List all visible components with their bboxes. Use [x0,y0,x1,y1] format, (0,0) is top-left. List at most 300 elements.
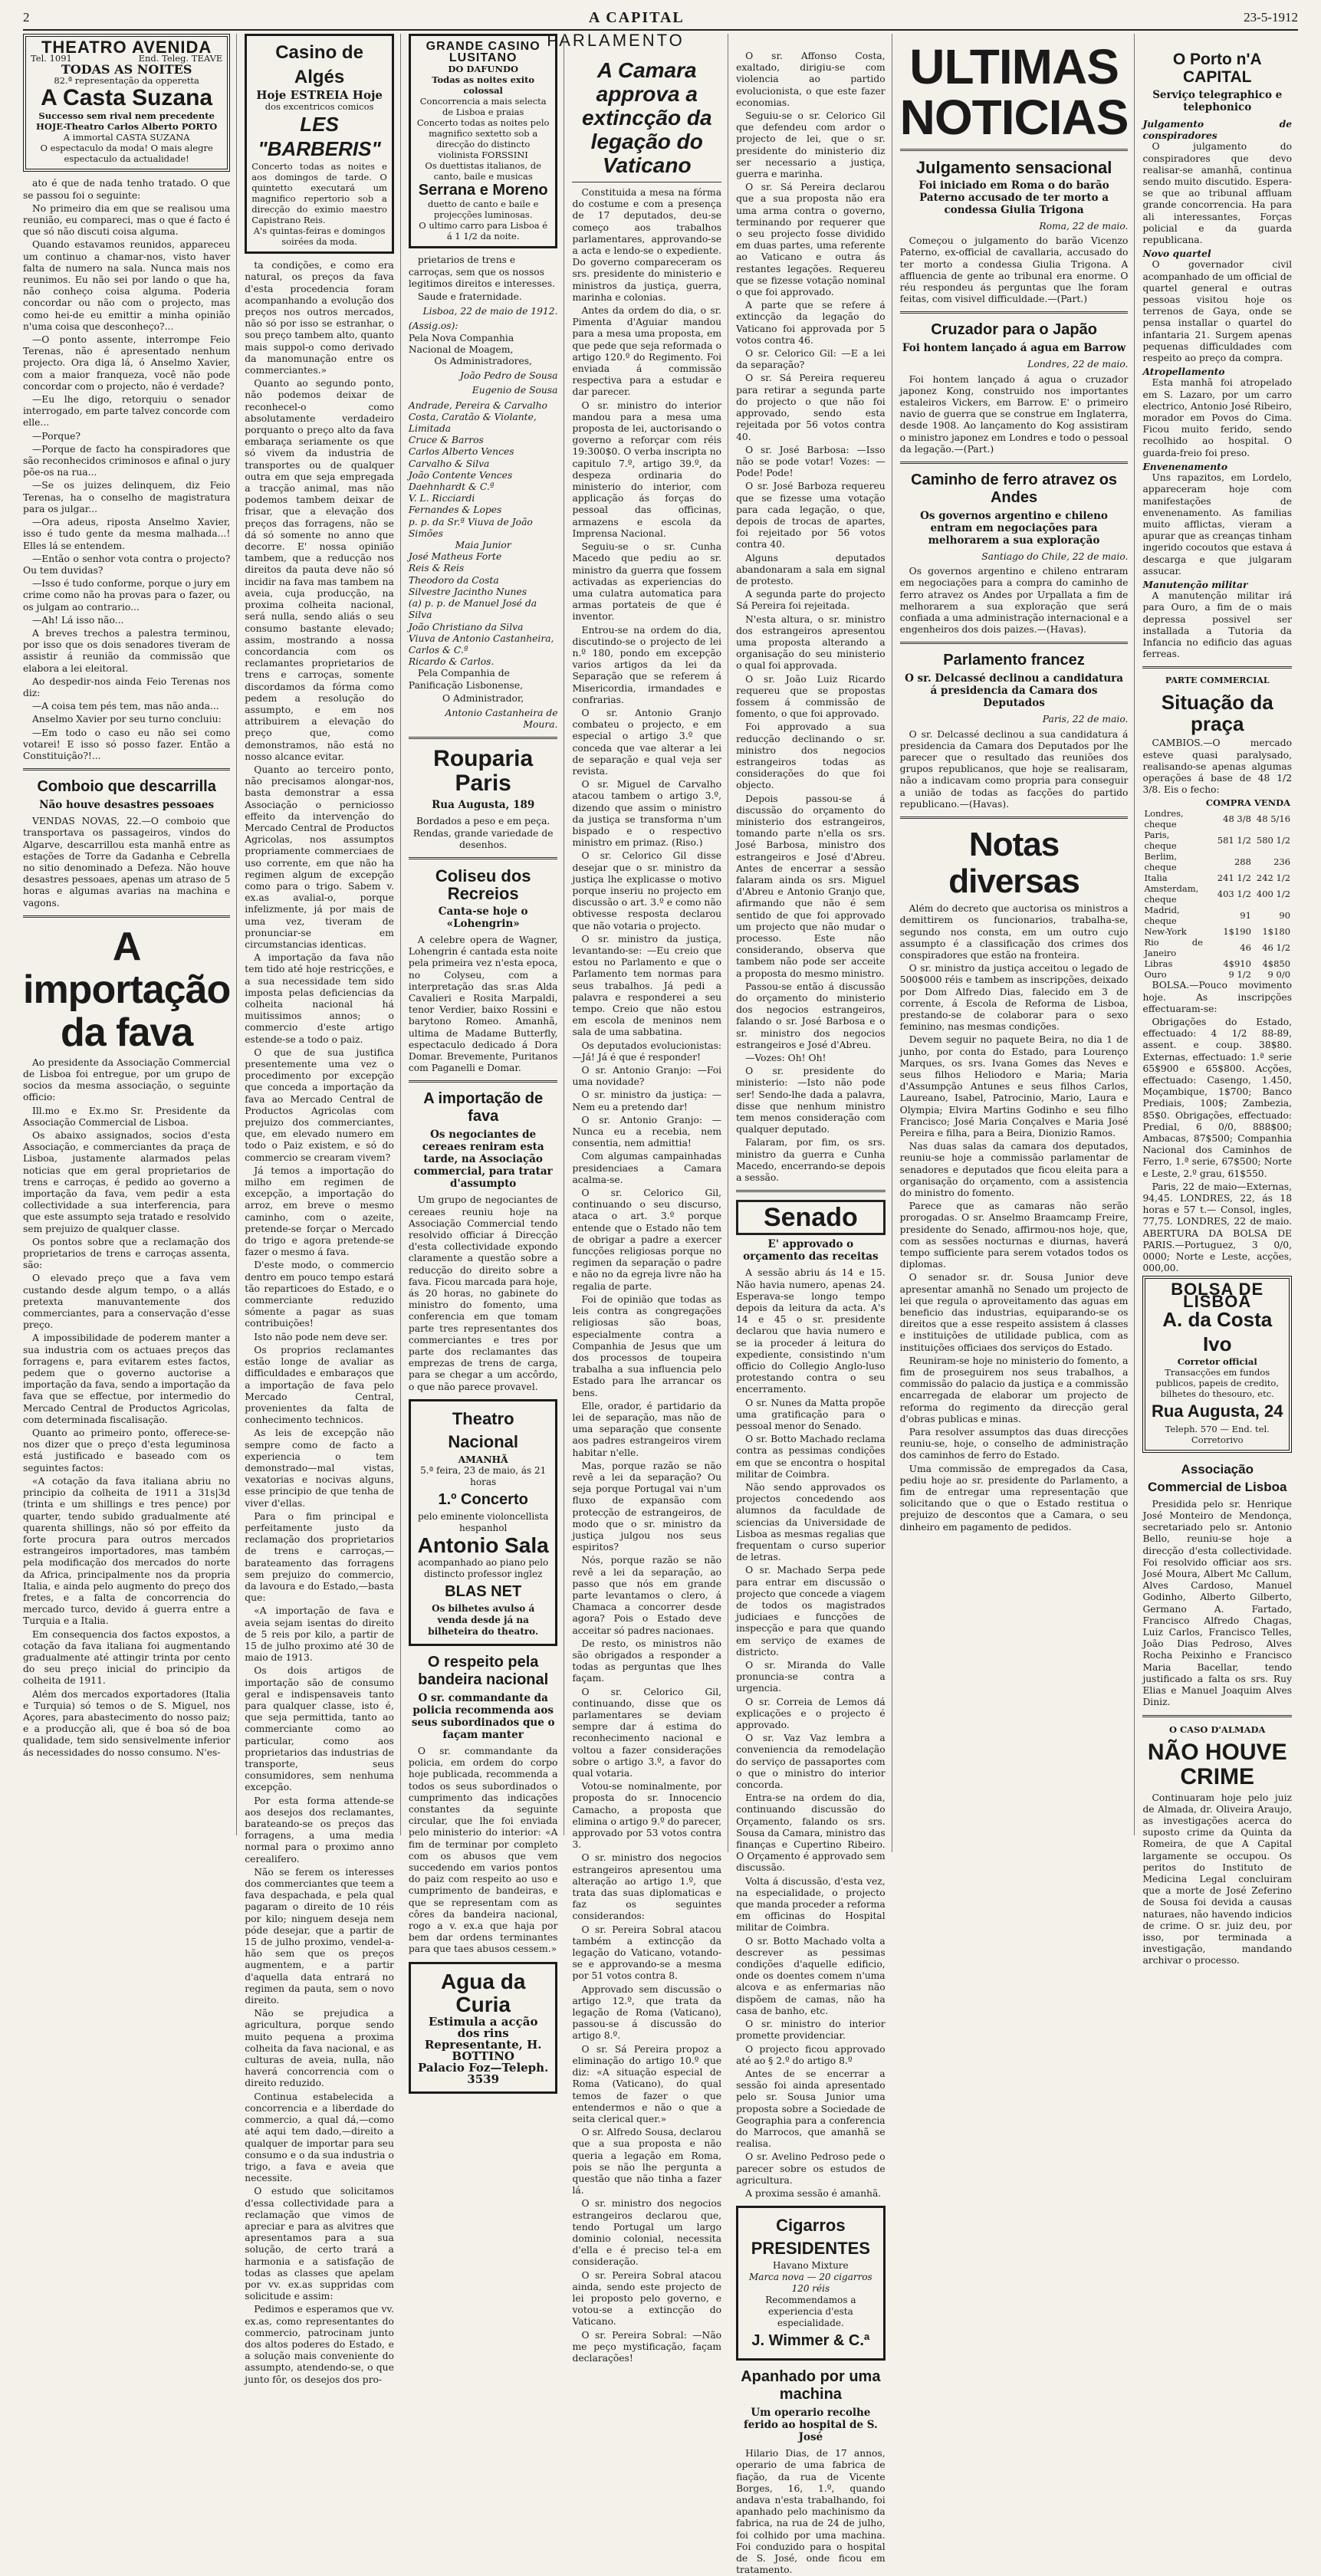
paragraph: Anselmo Xavier por seu turno concluiu: [32,714,222,725]
paragraph: O sr. Avelino Pedroso pede o parecer sobre os estudos de agricultura. [736,2151,886,2186]
headline-nao-houve-crime: NÃO HOUVE CRIME [1147,1739,1287,1789]
cell: 1$190 [1223,926,1251,938]
paragraph: Foi approvado a sua reducção declinando o sr. ministro dos negocios estrangeiros todas as considerações do que foi objecto. [736,721,886,791]
paragraph: O sr. Sá Pereira requereu para retirar a segunda parte do projecto o que não foi approvado, sendo esta rejeitada por 56 votos contra 40. [736,373,886,442]
paragraph: O sr. Antonio Granjo combateu o projecto, e em especial o artigo 3.º que conceda que vae alterar a lei de separação e qual veja ser revista. [572,707,722,777]
paragraph: Entrou-se na ordem do dia, discutindo-se o projecto de lei n.º 180, pondo em excepção varios artigos da lei da Separação que se referem á Misericordia, irmandades e confrarias. [572,624,722,705]
paragraph: —Então o senhor vota contra o projecto? Ou tem duvidas? [23,553,231,576]
signature: Fernandes & Lopes [408,504,502,516]
headline-cruzador: Cruzador para o Japão [931,321,1097,339]
ad-line: 5.ª feira, 23 de maio, ás 21 horas [420,1465,547,1488]
paragraph: Os governos argentino e chileno entraram em negociações para a compra do caminho de ferro atravez os Andes por Urpallata a fim de melhorarem a sua exploração que será confiada a uma administração internacional e a engenheiros dos dois paizes.—(Havas). [899,566,1129,636]
article-body [900,903,1129,1533]
paragraph: O sr. ministro da justiça acceitou o legado de 500$000 réis e tambem as inscripções, deixado por Dom Alfredo Dias, falecido em 3 de corrente, á Escola de Reforma de Lisboa, prestando-se de colaborar para o sexo feminino, nas mesmas condições. [899,963,1129,1033]
headline-apanhado: Apanhado por uma machina [741,2368,881,2404]
paragraph: Um grupo de negociantes de cereaes reuniu hoje na Associação Commercial tendo resolvido officiar á Direcção d'esta collectividade expondo claramente a questão sobre a reducção do direito sobre a fava. Ficou marcada para hoje, ás 20 horas, no gabinete do ministro do fomento, uma conferencia em que tomam parte tres representantes dos commerciantes e tres por parte dos reclamantes das emprezas de trens de carga, para se chegar a um accôrdo, o que não parece provavel. [408,1194,558,1392]
newspaper-page [23,34,1298,2576]
ad-line: Corretor official [1177,1355,1257,1367]
paragraph: O sr. Celorico Gil: —E a lei da separação? [736,348,886,371]
ad-title: BOLSA DE LISBOA [1171,1280,1264,1311]
ad-name: A. da Costa Ivo [1162,1307,1273,1355]
paragraph: O sr. ministro da justiça: —Nem eu a pretendo dar! [572,1089,722,1112]
paragraph: Depois passou-se á discussão do orçamento do ministerio dos estrangeiros, tomando parte n'ella os srs. José Barbosa, ministro dos estrangeiros e José d'Abreu. Antes de encerrar a sessão falaram ainda os srs. Miguel d'Abreu e Antonio Granjo que, afirmando que não é sem sentido de que foi approvado um projecto que não mudar o processo. Este não considerando, observa que tambem não pode ser acceite a proposta do mesmo ministro. [736,793,886,979]
headline-importacao-fava: A importação da fava [23,924,231,1055]
paragraph: Seguiu-se o sr. Cunha Macedo que pediu ao sr. ministro da guerra que fossem activadas as experiencias do uma culatra automatica para armas portateis de que é inventor. [572,541,722,623]
cell: Amsterdam, cheque [1144,883,1199,905]
paragraph: Alguns deputados abandonaram a sala em signal de protesto. [736,552,886,586]
paragraph: O sr. Correia de Lemos dá explicações e o projecto é approvado. [736,1696,886,1731]
paragraph: Ill.mo e Ex.mo Sr. Presidente da Associação Commercial de Lisboa. [23,1105,231,1128]
ad-title: Agua da Curia [440,1969,526,2016]
page-number: 2 [23,10,30,25]
cell: 403 1/2 [1217,889,1251,900]
paragraph: «A cotação da fava italiana abriu no principio da colheita de 1911 a 31s|3d (trinta e um shillings e tres pence) por quarter, tendo subido gradualmente até quarenta shillings, não só por effeito da forte procura para outros mercados estrangeiros importadores, mas também pela modificação dos mercados do norte da Africa, principalmente nos da propria Italia, e ainda pelo augmento do preço dos fretes, e a falta de concorrencia do mercado turco, devido á guerra entre a Turquia e a Italia. [23,1475,231,1627]
signature: Pela Nova Companhia Nacional de Moagem, [408,332,514,355]
paragraph: O sr. Vaz Vaz lembra a conveniencia da remodelação do serviço de passaportes com o que o ministro do interior concorda. [736,1733,886,1791]
article-body [23,1057,230,1759]
paragraph: Os dois artigos de importação são de consumo geral e indispensaveis tanto para qualquer classe, isto é, que seja permittida, tanto ao commerciante como ao particular, como aos proprietarios das industrias de transporte, seus consumidores, sem nenhuma excepção. [245,1665,394,1793]
column-6 [900,34,1135,1835]
paragraph: O sr. commandante da policia, em ordem do corpo hoje publicada, recommenda a todos os seus subordinados o cumprimento das indicações constantes da seguinte circular, que lhe foi enviada pelo ministerio do interior: «A fim de terminar por completo com os abusos que vem succedendo em varios pontos do paiz com respeito ao uso e cumprimento de bandeiras, e que se representam com as côres da bandeira nacional, rogo a v. ex.a que haja por bem dar ordens terminantes para que taes abusos cessem.» [408,1746,558,1955]
headline-porto: O Porto n'A CAPITAL [1172,51,1262,86]
paragraph: —Em todo o caso eu não sei como votarei! E isso só posso fazer. Então a Constituição?!... [23,727,231,761]
cell: Berlim, cheque [1144,851,1178,873]
ad-line: Todas as noites exito colossal [432,74,535,97]
cell: Rio de Janeiro [1144,937,1203,959]
dateline: Londres, 22 de maio. [1027,359,1129,370]
paragraph: Reuniram-se hoje no ministerio do fomento, a fim de proseguirem nos seus trabalhos, a commissão do palacio da justiça e a commissão encarregada de elaborar um projecto de reforma do regimento da direcção geral d'obras publicas e minas. [899,1355,1129,1424]
ad-line: pelo eminente violoncellista hespanhol [417,1511,549,1534]
ad-line: Estimula a acção dos rins [428,2014,538,2040]
column-5 [736,34,892,2576]
headline-fava: A importação de fava [423,1090,544,1125]
column-1 [23,34,237,1835]
paragraph: Elle, orador, é partidario da lei de separação, mas não de uma separação que consente aos padres estrangeiros virem habitar n'elle. [572,1400,722,1458]
ad-title: THEATRO AVENIDA [41,38,212,57]
table-row [1142,872,1292,883]
paragraph: Quanto ao segundo ponto, não podemos deixar de reconhecel-o como absolutamente verdadeiro porquanto o preço alto da fava embaraça seriamente os que só vivem da industria de transportes ou de qualquer outra em que seja empregada a tracção animal, mas não podemos tambem deixar de frisar, que a elevação dos preços das forragens, não se dá só somente no anno que decorre. E' nossa opinião tambem, que a reducção nos direitos da pauta deve não só incidir na fava mas tambem na aveia, cuja producção, na proxima colheita nacional, será nulla, sendo aliás o seu consumo bastante elevado; assim, mostrando a nossa concordancia com os reclamantes proprietarios de trens e carroças, somente discordamos da fórma como pedem a resolução do assumpto, e em nos attribuirem a elevação do preço que, como demonstramos, não está no nosso alcance evitar. [245,378,394,762]
dateline: Paris, 22 de maio. [1042,714,1129,725]
paragraph: —Ora adeus, riposta Anselmo Xavier, isso é tudo gente da mesma malhada...! Elles lá se entendem. [23,517,231,551]
paragraph: Além dos mercados exportadores (Italia e Turquia) só temos o de S. Miguel, nos Açores, para abastecimento do nosso paiz; e a producção ali, que é boa só de boa qualidade, tem sido sensivelmente inferior ás necessidades do nosso consumo. N'es- [23,1688,231,1758]
subheadline: E' approvado o orçamento das receitas [743,1238,879,1263]
paragraph: Entra-se na ordem do dia, continuando discussão do Orçamento, falando os srs. Sousa da Camara, ministro das finanças e Cupertino Ribeiro. O Orçamento é approvado sem discussão. [736,1792,886,1874]
cell: 4$910 [1223,958,1251,970]
cell: 242 1/2 [1256,872,1291,884]
column-7 [1142,34,1298,1967]
paragraph: O sr. José Barboza requereu que se fizesse uma votação para cada legação, o que, depois de trocas de apartes, foi rejeitado por 56 votos contra 40. [736,481,886,550]
headline-vaticano: A Camara approva a extincção da legação do Vaticano [581,58,712,177]
signature: O Administrador, [442,692,524,704]
paragraph: Os pontos sobre que a reclamação dos proprietarios de trens e carroças assenta, são: [23,1236,231,1271]
ad-show-name: LES "BARBERIS" [258,113,381,161]
paragraph: O sr. Antonio Granjo: —Foi uma novidade? [572,1065,722,1088]
paragraph: Para o fim principal e perfeitamente justo da reclamação dos proprietarios de trens e carroças,—barateamento das forragens sem prejuizo do commercio, da lavoura e do Estado,—basta que: [245,1510,394,1604]
ad-agua-curia [409,1962,558,2094]
paragraph: —A coisa tem pés tem, mas não anda... [32,701,219,712]
signature: Theodoro da Costa [408,574,499,586]
ad-theatro-nacional [409,1399,558,1646]
paragraph: Para resolver assumptos das duas direcções reuniu-se, hoje, o conselho de administração dos caminhos de ferro do Estado. [899,1427,1129,1461]
paragraph: O sr. Sá Pereira declarou que a sua proposta não era uma arma contra o governo, terminando por requerer que o seu projecto fosse dividido em duas partes, uma referente ao Vaticano e outra ás restantes legações. Requereu que se fizesse votação nominal o que foi approvado. [736,182,886,298]
paragraph: Não se prejudica a agricultura, porque sendo muito pequena a proxima colheita da fava nacional, e as culturas de aveia, nulla, não haverá concorrencia com o direito reduzido. [245,2008,394,2089]
paragraph: Não se ferem os interesses dos commerciantes que teem a fava despachada, e pela qual pagaram o direito de 10 réis por kilo; ninguem deseja nem póde desejar, que a partir de 15 de julho proximo, vendel-a-hão sem que os preços augmentem, e a partir d'aquella data entrará no regimen da pauta, sem o novo direito. [245,1866,394,2006]
paragraph: Presidida pelo sr. Henrique José Monteiro de Mendonça, secretariado pelo sr. Antonio Bello, reuniu-se hoje a direcção d'esta collectividade. Foi resolvido officiar aos srs. José Moura, Albert Mc Callum, Alves Cardoso, Manuel Godinho, Alberto Gilberto, Germano A. Fartado, Francisco Alfredo Chagas, Luiz Carlos, Francisco Telles, João Dias Pedroso, Alves Rocha Peixinho e Francisco Maria Bacellar, tendo justificado a falta os srs. Ruy Elias e Manuel Joaquim Alves Diniz. [1142,1498,1293,1708]
ad-line: Concerto todas as noites pelo magnifico sextetto sob a direcção do distincto violinista FORSSINI [416,117,550,161]
signature: Cruce & Barros [408,435,484,446]
header-cell: COMPRA [1205,797,1251,809]
table-row [1142,851,1292,872]
paragraph: O sr. ministro da justiça, levantando-se: —Eu creio que estou no Parlamento e que o Parlamento tem normas para seus trabalhos. Já pedi a palavra e responderei a seu tempo. Creio que não estou em escola de meninos nem sala de uma sabbatina. [572,933,722,1038]
column-4 [572,34,728,2364]
paragraph: O sr. Celorico Gil disse desejar que o sr. ministro da justiça lhe explicasse o motivo porque inseriu no projecto em discussão o art. 3.º e como não obtivesse resposta declarou que não votaria o projecto. [572,850,722,932]
paragraph: O projecto ficou approvado até ao § 2.º do artigo 8.º [736,2043,886,2066]
paragraph: Antes de se encerrar a sessão foi ainda apresentado pelo sr. Sousa Junior uma proposta sobre a Sociedade de Geographia para a conferencia do Marrocos, que amanhã se realisa. [736,2068,886,2150]
cell: 241 1/2 [1217,872,1251,884]
porto-item [1142,366,1292,459]
paragraph: —Se os juizes delinquem, diz Feio Terenas, ha o conselho de magistratura para os julgar... [23,480,231,514]
table-row [1142,905,1292,926]
signature: (Assig.os): [408,320,458,332]
subheadline: O sr. commandante da policia recommenda aos seus subordinados que o façam manter [411,1692,555,1742]
headline-bandeira: O respeito pela bandeira nacional [418,1654,549,1689]
headline-andes: Caminho de ferro atravez os Andes [911,472,1118,507]
ad-line: Concorrencia a mais selecta de Lisboa e praias [419,96,547,118]
issue-date: 23-5-1912 [1244,10,1298,25]
ad-show-name: A Casta Suzana [41,85,213,111]
paragraph: O sr. Celorico Gil, continuando o seu discurso, ataca o art. 3.º porque entende que o Estado não tem de obrigar a padre a exercer funcções religiosas porque no regimen da separação o padre e não no da egreja livre não ha regalia de parte. [572,1188,722,1292]
ad-casino-alges [245,34,394,254]
ad-line: Os duettistas italianos, de canto, baile e musicas [425,160,541,182]
paragraph: Não sendo approvados os projectos concedendo aos alumnos da faculdade de sciencias da Universidade de Lisboa as mesmas regalias que frequentam o curso superior de letras. [736,1481,886,1563]
ad-line: AMANHÃ [458,1453,508,1465]
paragraph: O governador civil acompanhado de um official de quartel general e outras pessoas visitou hoje os terrenos de Gaya, onde se pensa installar o quartel do infantaria 21. Surgem apenas pequenas difficuldades com respeito ao preço da compra. [1142,259,1293,364]
paragraph: Os deputados evolucionistas: —Já! Já é que é responder! [572,1040,722,1063]
paragraph: Continua estabelecida a concorrencia e a liberdade do commercio, a qual dá,—como até aqui tem dado,—direito a qualquer de importar para seu consumo e o da sua industria o trigo, a fava e aveia que necessite. [245,2091,394,2184]
paragraph: Passou-se então á discussão do orçamento do ministerio dos negocios estrangeiros, falando o sr. José Barbosa e o sr. ministro dos negocios estrangeiros e José d'Abreu. [736,981,886,1050]
paragraph: CAMBIOS.—O mercado esteve quasi paralysado, realisando-se apenas algumas operações á base de 48 1/2 3/8. Eis o fecho: [1142,738,1293,796]
paragraph: VENDAS NOVAS, 22.—O comboio que transportava os passageiros, vindos do Algarve, descarrillou esta manhã entre as estações de Torre da Gadanha e Cebrella no sitio denominado a Defeza. Não houve desastres pessoaes, apenas um atraso de 5 horas e algumas avarias na machina e vagons. [23,816,231,909]
paragraph: Em consequencia dos factos expostos, a cotação da fava italiana foi augmentando gradualmente até attingir trinta por cento do seu preço inicial do principio da colheita de 1911. [23,1628,231,1687]
headline-notas-diversas: Notas diversas [948,826,1079,901]
item-heading: Julgamento de conspiradores [1142,118,1293,142]
paragraph: O sr. ministro do interior mandou para a mesa uma proposta de lei, auctorisando o governo a reforçar com réis 19:300$0. O verba inscripta no capitulo 7.º, artigo 39.º, da despeza ordinaria do ministerio do interior, com applicação ás forças do pessoal das officinas, armazens e escola da Imprensa Nacional. [572,399,722,539]
exchange-table [1142,797,1292,980]
paragraph: Quando estavamos reunidos, appareceu um continuo a chamar-nos, visto haver falta de numero na sala. Nunca mais nos reunimos. Eu não sei por lando o que ha, não conheço coisa alguma. Poderia concordar ou não com o projecto, mas como hei-de eu emittir a minha opinião n'uma coisa que desconheço?... [23,239,231,332]
ad-title: Cigarros PRESIDENTES [751,2216,870,2259]
ad-line: Recommendamos a experiencia d'esta especialidade. [765,2295,856,2329]
porto-item [1142,461,1292,577]
paragraph: Volta á discussão, d'esta vez, na especialidade, o projecto que manda proceder a reforma em officinas do Hospital militar de Coimbra. [736,1875,886,1934]
article-body [572,187,721,2364]
cell: Libras [1144,958,1173,970]
paragraph: O estudo que solicitamos d'essa collectividade para a reclamação que vimos de apreciar e para as alvitres que apresentamos para a sua solução, de certo trará a harmonia e a satisfação de todas as classes que apelam por vv. ex.as suppridas com solicitude e assim: [245,2186,394,2302]
paragraph: O sr. Alfredo Sousa, declarou que a sua proposta e não queria a legação em Roma, pois se não lhe pergunta a questão que não tinha a fazer lá. [572,2127,722,2196]
ad-title: GRANDE CASINO LUSITANO [426,40,541,65]
paragraph: O sr. Nunes da Matta propõe uma gratificação para o pessoal menor do Senado. [736,1397,886,1431]
item-heading: Manutenção militar [1142,578,1248,590]
ad-theatro-avenida [23,34,230,172]
cell: Londres, cheque [1144,808,1184,830]
paragraph: —Isso é tudo conforme, porque o jury em crime como não ha provas para o fazer, ou os julgam ao contrario... [23,578,231,613]
paragraph: Pedimos e esperamos que vv. ex.as, como representantes do commercio, patrocinam junto dos altos poderes do Estado, e a solução mais conveniente do assumpto, atendendo-se, o que junto fôr, os desejos dos pro- [245,2304,394,2385]
ad-line: Successo sem rival nem precedente [38,110,215,122]
headline-senado: Senado [736,1200,886,1235]
headline-coliseu: Coliseu dos Recreios [435,866,531,903]
subheadline: Um operario recolhe ferido ao hospital de S. José [743,2407,878,2444]
paragraph: D'este modo, o commercio dentro em pouco tempo estará tão reparticoes do Estado, e o commerciante reduzido sómente a pagar as suas contribuições! [245,1260,394,1329]
paragraph: Obrigações do Estado, effectuado: 4 1/2 88-89, assent. e coup. 38$80. Externas, effectuado: 1.ª serie 65$900 e 65$800. Acções, effectuado: Casengo, 1.450, Moçambique, 1$700; Banco Prediais, 100$; Zambezia, 85$0. Obrigações, effectuado: Predial, 6 0/0, 888$00; Ambacas, 87$500; Companhia Nacional dos Caminhos de Ferro, 1.ª serie, 67$500; Norte e Leste, 2.º grau, 61$550. [1142,1016,1293,1179]
item-heading: Atropellamento [1142,366,1225,378]
paragraph: A impossibilidade de poderem manter a sua industria com os actuaes preços das forragens e, para evitarem estes factos, pedem que o governo auctorise a importação da fava, sendo a importação da fava que se effectue, por intermedio do Mercado Central de Productos Agricolas, com determinada fiscalisação. [23,1332,231,1425]
paragraph: O senador sr. dr. Sousa Junior deve apresentar amanhã no Senado um projecto de lei que regula o aproveitamento das aguas em beneficio das industrias, equiparando-se os direitos que a esse respeito assistem á classes e instituições de utilidade publica, com as instituições officiaes dos serviços do Estado. [899,1272,1129,1353]
ad-line: A's quintas-feiras e domingos soirées da moda. [253,225,386,248]
signature: Antonio Castanheira de Moura. [445,707,558,731]
table-header [1142,797,1292,808]
signature: Eugenio de Sousa [472,385,558,396]
paragraph: —Ah! Lá isso não... [32,614,124,626]
ad-line: 82.ª representação da opperetta [54,75,199,87]
paragraph: —Vozes: Oh! Oh! [745,1053,826,1064]
paragraph: Approvado sem discussão o artigo 12.º, que trata da legação de Roma (Vaticano), passou-se á discussão do artigo 8.º. [572,1983,722,2042]
cell: 400 1/2 [1256,889,1291,900]
ad-line: Bordados a peso e em peça. Rendas, grande variedade de desenhos. [412,816,554,850]
table-row [1142,830,1292,851]
ad-line: Havano Mixture [773,2260,849,2272]
ad-line: A immortal CASTA SUZANA [63,132,190,143]
header-cell: VENDA [1254,797,1291,809]
headline-ultimas-noticias: ULTIMAS NOTICIAS [899,39,1129,145]
paragraph: No primeiro dia em que se realisou uma reunião, eu compareci, mas o que é facto é que só não discuti coisa alguma. [23,202,231,238]
paragraph: Quanto ao primeiro ponto, offerece-se-nos dizer que o preço d'esta leguminosa está justificado e baseado com os seguintes factos: [23,1428,231,1474]
ad-title: Casino de Algés [275,42,363,87]
cell: 1$180 [1262,926,1291,938]
signature: Andrade, Pereira & Carvalho [408,399,547,411]
signature: Costa, Caratão & Violante, Limitada [408,411,537,435]
cell: Ouro [1144,969,1167,981]
paragraph: O sr. Celorico Gil, continuando, disse que os parlamentares se deviam sempre dar á estima do reconhecimento nacional e voltou a fazer considerações sobre o artigo 3.º, a favor do qual votaria. [572,1686,722,1779]
porto-item [1142,118,1292,246]
paragraph: Foi de opinião que todas as leis contra as congregações religiosas são boas, especialmente contra a Companhia de Jesus que um dos processos de toupeira trabalha a sua influencia pelo Estado para lhe arrancar os bens. [572,1293,722,1398]
paragraph: O sr. Miranda do Valle pronuncia-se contra a urgencia. [736,1660,886,1694]
paragraph: Nas duas salas da camara dos deputados, reuniu-se hoje a commissão parlamentar de senadores e deputados que ficou eleita para a organisação do orçamento, com a assistencia do ministro do fomento. [899,1141,1129,1198]
paragraph: ato é que de nada tenho tratado. O que se passou foi o seguinte: [23,178,231,201]
ad-artist: Antonio Sala [417,1533,549,1558]
table-row [1142,808,1292,830]
signature: (a) p. p. de Manuel José da Silva [408,598,537,621]
signature: Os Administradores, [434,356,532,367]
column-2 [245,34,401,2385]
paper-title: A CAPITAL [588,8,685,26]
ad-line: duetto de canto e baile e projecções luminosas. [427,199,539,221]
ad-line: HOJE-Theatro Carlos Alberto PORTO [35,121,218,133]
ad-address: Rua Augusta, 24 [1151,1401,1283,1421]
ad-line: Os bilhetes avulso á venda desde já na bilheteira do theatro. [428,1603,539,1638]
paragraph: —Eu lhe digo, retorquiu o senador interrogado, em parte talvez concorde com elle... [23,394,231,429]
paragraph: Ao despedir-nos ainda Feio Terenas nos diz: [23,675,231,698]
paragraph: O que de sua justifica presentemente uma vez o procedimento por excepção que conceda a importação da fava ao Mercado Central de Productos Agricolas com prejuizo dos commerciantes, que, em elevado numero em todo o Paiz existem, e só do commercio se crearam vivem? [245,1046,394,1163]
paragraph: O sr. ministro dos negocios estrangeiros apresentou uma alteração ao artigo 1.º, que trata das suas diplomaticas e faz os seguintes considerandos: [572,1852,722,1922]
ad-pianist: BLAS NET [445,1583,522,1601]
paragraph: O elevado preço que a fava vem custando desde algum tempo, o a allás pretexta manuvantemente dos commerciantes, para a conservação d'esse preço. [23,1273,231,1331]
paragraph: O sr. Botto Machado reclama contra as pessimas condições em que se encontra o hospital militar de Coimbra. [736,1434,886,1480]
dateline: Roma, 22 de maio. [1039,221,1129,232]
subheadline: Canta-se hoje o «Lohengrin» [438,905,528,930]
paragraph: —Porque de facto ha conspiradores que são reconhecidos criminosos e afinal o jury põe-os na rua... [23,443,231,478]
signature: Carvalho & Silva [408,458,490,469]
subheadline: Foi iniciado em Roma o do barão Paterno accusado de ter morto a condessa Giulia Trigona [918,179,1109,216]
article-body [245,260,394,2386]
article-body [736,51,886,1184]
paragraph: O sr. Pereira Sobral atacou ainda, sendo este projecto de lei proposto pelo governo, e votou-se a extincção do Vaticano. [572,2269,722,2328]
ad-line: DO DAFUNDO [448,64,518,75]
paragraph: N'esta altura, o sr. ministro dos estrangeiros apresentou uma proposta alterando a organisação do seu ministerio o qual foi approvada. [736,613,886,672]
cell: 46 [1240,942,1251,954]
paragraph: De resto, os ministros não são obrigados a responder a todas as perguntas que lhes façam. [572,1638,722,1684]
paragraph: Paris, 22 de maio—Externas, 94,45. LONDRES, 22, ás 18 horas e 57 t.— Consol, ingles, 77,75. LONDRES, 22 de maio. ABERTURA DA BOLSA DE PARIS.—Portuguez, 3 0/0, 0000; Norte e Leste, acções, 000,00. [1142,1181,1293,1274]
parlamento-label: PARLAMENTO [547,31,685,50]
paragraph: —O ponto assente, interrompe Feio Terenas, não é apresentado nenhum projecto. Ora diga lá, ó Anselmo Xavier, com a maior franqueza, você não pode concordar com o projecto, não é verdade? [23,334,231,392]
paragraph: O sr. presidente do ministerio: —Isto não pode ser! Sendo-lhe dada a palavra, disse que nenhum ministro tem menos consideração com qualquer deputado. [736,1066,886,1135]
ad-show-name: Serrana e Moreno [418,182,548,199]
paragraph: O sr. Delcassé declinou a sua candidatura á presidencia da Camara dos Deputados por lhe parecer que o resultado das reuniões dos grupos republicanos, que hoje se realisaram, não a indicavam como propria para conseguir a união de todas as facções do partido republicano.—(Havas). [899,728,1129,810]
dateline: Santiago do Chile, 22 de maio. [981,551,1129,563]
paragraph: A celebre opera de Wagner, Lohengrin é cantada esta noite pela primeira vez n'esta epoca, no Colyseu, com a interpretação das sr.as Alda Cavalieri e Rosita Marpaldi, tenor Verdier, baixo Rossini e barytono Romeo. Amanhã, ultima de Madame Butterfly, espectaculo dedicado á Dora Domar. Brevemente, Puritanos com Paganelli e Domar. [408,934,558,1074]
paragraph: O sr. Machado Serpa pede para entrar em discussão o projecto que concede a viagem de todos os magistrados judiciaes e funcções de inspecção e para que quando em serviço de exames de districto. [736,1565,886,1658]
cell: 581 1/2 [1217,835,1251,846]
cell: 4$850 [1262,958,1291,970]
cell: New-York [1144,926,1187,938]
signature: Lisboa, 22 de maio de 1912. [422,306,558,317]
signature: João Pedro de Sousa [459,370,558,382]
paragraph: O sr. Sá Pereira propoz a eliminação do artigo 10.º que diz: «A situação especial de Roma (Vaticano), do qual temos de fazer o que entendermos e não o que a seita clerical quer.» [572,2043,722,2124]
paragraph: Mas, porque razão se não revê a lei da separação? Ou seja porque Portugal vai n'um fluxo de expansão com protecção de estrangeiros, de modo que o sr. ministro da justiça julgou nos seus espiritos? [572,1460,722,1553]
ad-rouparia-title: Rouparia Paris [433,746,534,797]
signature: Reis & Reis [408,563,465,574]
subheadline: Rua Augusta, 189 [432,799,535,812]
paragraph: —Porque? [32,430,81,442]
signature: Carlos Alberto Vences [408,446,514,458]
signature: Ricardo & Carlos. [408,656,495,668]
paragraph: O sr. ministro do interior promette providenciar. [736,2019,886,2042]
headline-comboio: Comboio que descarrilla [37,778,216,796]
paragraph: O sr. Miguel de Carvalho atacou tambem o artigo 3.º, dizendo que assim o ministro da justiça se transforma n'um bispado e o respectivo ministro em primaz. (Riso.) [572,779,722,849]
paragraph: O sr. José Barbosa: —Isso não se pode votar! Vozes: —Pode! Pode! [736,444,886,479]
ad-line: Teleph. 570 — End. tel. Corretorivo [1165,1423,1270,1445]
ad-cigarros [736,2206,886,2361]
subheadline: Os negociantes de cereaes reniram esta tarde, na Associação commercial, para tratar d'assumpto [413,1129,553,1191]
section-label: PARTE COMMERCIAL [1165,675,1270,686]
paragraph: prietarios de trens e carroças, sem que os nossos legitimos direitos e interesses. [408,255,556,289]
ad-line: Palacio Foz—Teleph. 3539 [418,2060,549,2086]
paragraph: Os abaixo assignados, socios d'esta Associação, e commerciantes da praça de Lisboa, justamente alarmados pelas noticias que em geral proprietarios de trens e carroças, é pedido ao governo a importação da fava, vem pedir a esta collectividade a sua interferencia, para que este assumpto seja tratado e resolvido sem prejuizo de qualquer classe. [23,1130,231,1234]
paragraph: Esta manhã foi atropelado em S. Lazaro, por um carro electrico, Antonio José Ribeiro, morador em Povos do Cima. Ficou muito ferido, sendo recolhido ao hospital. O guarda-freio foi preso. [1142,377,1293,458]
headline-situacao-praca: Situação da praça [1161,691,1273,736]
article-body [736,1267,886,2200]
paragraph: Uma commissão de empregados da Casa, pediu hoje ao sr. presidente do Parlamento, a fim de entregar uma representação que solicitando que o que o Estado restitua o prejuizo de descontos que a Camara, o seu dinheiro em pagamento de pedidos. [899,1463,1129,1533]
paragraph: Quanto ao terceiro ponto, não precisamos alongar-nos, basta demonstrar a essa Associação o perniciosso effeito da intervenção do Mercado Central de Productos Agricolas, nos assumptos propriamente commerciaes de uso corrente, em que não ha regimen algum de excepção como para o trigo. Sabem v. ex.as avalial-o, porque infelizmente, já por mais de uma vez, tiveram de pronunciar-se em circumstancias identicas. [245,764,394,950]
ad-line: Hoje ESTREIA Hoje [256,88,383,102]
subheadline: Foi hontem lançado á agua em Barrow [902,342,1126,355]
paragraph: ta condições, e como era natural, os preços da fava d'esta procedencia foram acompanhando a evolução dos preços nos outros mercados, não só por isso se estranhar, o sou preço tambem alto, quanto mais suppol-o como derivado da manomunação entre os commerciantes.» [245,260,394,376]
ad-grande-casino [409,34,558,248]
subheadline: Serviço telegraphico e telephonico [1152,89,1283,113]
cell: Paris, cheque [1144,830,1177,852]
cell: 91 [1240,910,1251,922]
paragraph: Seguiu-se o sr. Celorico Gil que defendeu com ardor o projecto de lei, que o sr. presidente do ministerio diz ser necessario a justiça, guerra e marinha. [736,110,886,180]
signature: João Contente Vences [408,469,513,481]
paragraph: O sr. Affonso Costa, exaltado, dirigiu-se com violencia ao partido evolucionista, o que este fazer economias. [736,51,886,108]
paragraph: Devem seguir no paquete Beira, no dia 1 de junho, por conta do Estado, para Lourenço Marques, os srs. Ivana Gomes das Neves e seus filhos Heliodoro e Maria; Maria d'Assumpção Antunes e seus filhos Carlos, Laureano, Isabel, Patrocinio, Mario, Laura e Olympia; Elvira Martins Godinho e seu filho Francisco; José Maria Conçalves e Maria José Pereira e filha, para a Beira, Dionizio Ramos. [899,1034,1129,1138]
cell: 580 1/2 [1256,835,1291,846]
paragraph: Com algumas campainhadas presidenciaes a Camara acalma-se. [572,1151,722,1185]
headline-associacao: Associação Commercial de Lisboa [1148,1461,1287,1494]
paragraph: Por esta forma attende-se aos desejos dos reclamantes, barateando-se os preços das forragens, a uma media normal para o proximo anno cerealifero. [245,1795,394,1865]
ad-teleg: End. Teleg. TEAVE [138,53,223,64]
item-heading: Envenenamento [1142,460,1228,472]
paragraph: Além do decreto que auctorisa os ministros a demittirem os funcionarios, trabalha-se, segundo nos consta, em um outro cujo assumpto é a classificação dos crimes dos conspiradores que estão na fronteira. [899,903,1129,961]
signature: Daehnhardt & C.ª [408,481,495,493]
table-row [1142,969,1292,980]
cell: Madrid, cheque [1144,905,1180,927]
paragraph: A proxima sessão é amanhã. [745,2187,882,2199]
paragraph: A parte que se refere á extincção da legação do Vaticano foi approvada por 5 votos contra 46. [736,300,886,346]
ad-tel: Tel. 1091 [31,53,72,64]
cell: 9 0/0 [1267,969,1291,981]
cell: Italia [1144,872,1168,884]
porto-item [1142,579,1292,660]
paragraph: Antes da ordem do dia, o sr. Pimenta d'Aguiar mandou para a mesa uma proposta, em que pede que seja reformada o artigo 120.º do Regimento. Foi enviada á commissão respectiva para a estudar e dar parecer. [572,305,722,398]
paragraph: A sessão abriu ás 14 e 15. Não havia numero, apenas 24. Esperava-se longo tempo depois da leitura da acta. A's 14 e 45 o sr. presidente declarou que havia numero e se ia proceder á leitura do expediente, consistindo n'um officio do Collegio Anglo-luso protestando contra o seu encerramento. [736,1267,886,1395]
paragraph: Falaram, por fim, os srs. ministro da guerra e Cunha Macedo, encerrando-se depois a sessão. [736,1137,886,1184]
ad-line: Marca nova — 20 cigarros 120 réis [749,2272,872,2295]
signature: Silvestre Jacintho Nunes [408,586,527,597]
subheadline: Não houve desastres pessoaes [39,799,215,812]
ad-line: Transacções em fundos publicos, papeis de credito, bilhetes do thesouro, etc. [1155,1366,1279,1399]
porto-item [1142,248,1292,364]
paragraph: BOLSA.—Pouco movimento hoje. As inscripções effectuaram-se: [1142,980,1293,1014]
table-row [1142,958,1292,969]
ad-bolsa-lisboa [1142,1276,1292,1452]
cell: 48 3/8 [1223,813,1251,825]
headline-julgamento: Julgamento sensacional [915,158,1112,177]
paragraph: O sr. Pereira Sobral atacou também a extincção da legação do Vaticano, votando-se e approvando-se a mesma por 51 votos contra 8. [572,1924,722,1982]
paragraph: As leis de excepção não sempre como de facto a experiencia o tem demonstrado—mal vistas, vexatorias e nocivas alguns, esse principio de que tenha de viver d'ellas. [245,1428,394,1509]
paragraph: A importação da fava não tem tido até hoje restricções, e a sua necessidade tem sido imposta pelas deficiencias da colheita nacional há muitissimos annos; o commercio d'este artigo estende-se a todo o paiz. [245,952,394,1045]
letter-signatures [409,255,558,731]
paragraph: Hilario Dias, de 17 annos, operario de uma fabrica de fiação, da rua de Vicente Borges, 16, 1.º, quando andava n'esta trabalhando, foi apanhado pelo machinismo da fabrica, na rua de 24 de julho, foi colhido por uma machina. Foi conduzido para o hospital de S. José, onde ficou em tratamento. [736,2448,886,2576]
paragraph: Ao presidente da Associação Commercial de Lisboa foi entregue, por um grupo de socios da mesma associação, o seguinte officio: [23,1056,231,1103]
section-label: O CASO D'ALMADA [1168,1723,1266,1735]
ad-line: Concerto todas as noites e aos domingos de tarde. O quintetto executará um magnifico repertorio sob a direcção do eximio maestro Capistrano Reis. [251,161,387,226]
paragraph: Os proprios reclamantes estão longe de avaliar as difficuldades e embaraços que a importação de fava pelo Mercado Central, provenientes da falta de conhecimento technicos. [245,1344,394,1426]
ad-title: Theatro Nacional [448,1408,519,1451]
ad-line: O ultimo carro para Lisboa é á 1 1/2 da noite. [419,220,548,242]
ad-line: O espectaculo da moda! O mais alegre espectaculo da actualidade! [40,143,213,165]
paragraph: Continuaram hoje pelo juiz de Almada, dr. Oliveira Araujo, as investigações acerca do suposto crime da Quinta da Romeira, de que A Capital largamente se occupou. Os peritos do Instituto de Medicina Legal concluiram que a morte de José Zeferino de Sousa foi devida a causas naturaes, não havendo indicios de crime. O sr. juiz deu, por isso, por terminada a investigação, mandando archivar o processo. [1142,1792,1293,1967]
signature: João Christiano da Silva [408,621,524,632]
cell: 288 [1234,856,1251,868]
paragraph: O sr. Botto Machado volta a descrever as pessimas condições d'aquelle edificio, onde os doentes comem n'uma alcova e as enfermarias não dispõem de camas, não ha casa de banho, etc. [736,1935,886,2016]
column-3 [408,34,565,2086]
paragraph: O julgamento do conspiradores que devo realisar-se amanhã, continua sendo muito discutido. Espera-se que ao tribunal affluam grande concorrencia. Ha para ali interessantes, Forças policial e da guarda republicana. [1142,141,1293,246]
subheadline: Os governos argentino e chileno entram em negociações para melhorarem a sua exploração [920,510,1108,547]
paragraph: «A importação de fava e aveia sejam isentas do direito de 5 reis por kilo, a partir de 15 de julho proximo até 30 de maio de 1913. [245,1605,394,1664]
cell: 9 1/2 [1228,969,1251,981]
paragraph: O sr. Pereira Sobral: —Não me peço mystificação, façam declarações! [572,2329,722,2364]
cell: 46 1/2 [1262,942,1291,954]
paragraph: A breves trechos a palestra terminou, por isso que os dois senadores tiveram de assistir á reunião da commissão que elabora a lei eleitoral. [23,627,231,674]
